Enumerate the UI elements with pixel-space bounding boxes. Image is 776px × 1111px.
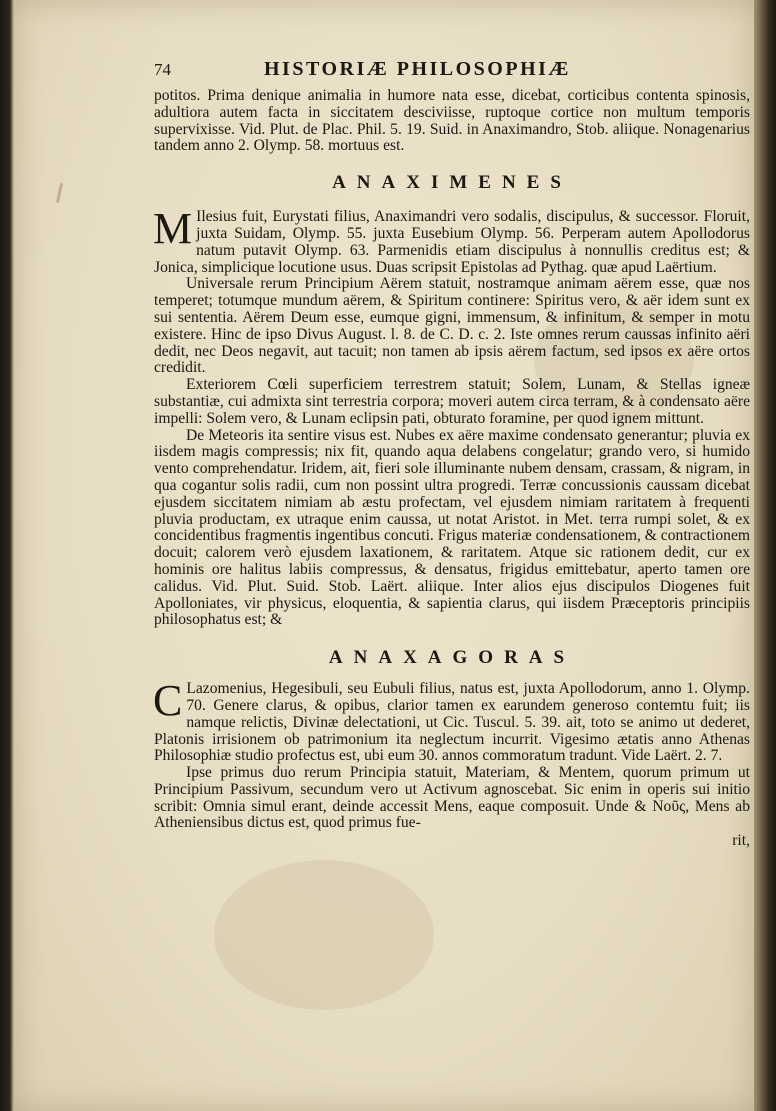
anaximenes-paragraph-4: De Meteoris ita sentire visus est. Nubes ex aëre maxime condensato generantur; pluvia ex iisdem magis compressis; nix fit, quando aqua delabens congelatur; grando vero, si humido vento comprehendatur. Iridem, ait, fieri sole illuminante nubem densam, crassam, & nigram, in qua cogantur solis radii, cum non possint ultra progredi. Terræ concussionis caussam dicebat ejusdem siccitatem nimiam ab æstu profectam, vel ejusdem nimiam raritatem à frequenti pluvia productam, ex utraque enim caussa, ut notat Aristot. in Met. terra rumpi solet, & ex concidentibus fragmentis ingentibus concuti. Frigus materiæ condensationem, & contractionem docuit; calorem verò ejusdem laxationem, & raritatem. Atque sic rationem dedit, cur ex hominis ore halitus labiis compressus, & densatus, frigidus emittebatur, aperto tamen ore calidus. Vid. Plut. Suid. Stob. Laërt. aliique. Inter alios ejus discipulos Diogenes fuit Apolloniates, vir physicus, eloquentia, & sapientia clarus, qui iisdem Præceptoris principiis philosophatus est; &	[154, 426, 750, 629]
section-heading-anaximenes: ANAXIMENES	[332, 172, 572, 194]
page-header	[154, 60, 750, 88]
running-title: HISTORIÆ PHILOSOPHIÆ	[264, 58, 571, 80]
anaxagoras-paragraph-2: Ipse primus duo rerum Principia statuit, Materiam, & Mentem, quorum primum ut Principium Passivum, secundum vero ut Activum agnoscebat. Sic enim in operis sui initio scribit: Omnia simul erant, deinde accessit Mens, eaque composuit. Unde & Νοῦς, Mens ab Atheniensibus dictus est, quod primus fue-	[154, 764, 750, 832]
drop-cap: C	[153, 676, 183, 726]
page-number: 74	[154, 60, 171, 79]
anaximenes-paragraph-1	[153, 204, 750, 276]
section-heading-anaxagoras: ANAXAGORAS	[328, 647, 576, 669]
anaximenes-paragraph-2: Universale rerum Principium Aërem statuit, nostramque animam aërem esse, quæ nos temperet; totumque mundum aërem, & Spiritum continere: Spiritus vero, & aër idem sunt ex sui sententia. Aërem Deum esse, eumque gigni, immensum, & infinitum, & semper in motu existere. Hinc de ipso Divus August. l. 8. de C. D. c. 2. Iste omnes rerum caussas infinito aëri dedit, nec Deos negavit, aut tacuit; non tamen ab ipsis aërem factum, sed ipsos ex aëre ortos credidit.	[154, 275, 750, 377]
anaxagoras-p1-text: Lazomenius, Hegesibuli, seu Eubuli filius, natus est, juxta Apollodorum, anno 1. Olymp. 70. Genere clarus, & opibus, clarior tamen ex earundem generoso contemtu fuit; iis namque relictis, Divinæ delectationi, ut Cic. Tuscul. 5. 39. ait, toto se animo ut dederet, Platonis irrisionem ob patrimonium ita neglectum incurrit. Vigesimo ætatis anno Athenas Philosophiæ studio profectus est, ubi eum 30. annos commoratum tradunt. Vide Laërt. 2. 7.	[154, 680, 750, 765]
anaximenes-p1-text: Ilesius fuit, Eurystati filius, Anaximandri vero sodalis, discipulus, & successor. Floruit, juxta Suidam, Olymp. 55. juxta Eusebium Olymp. 56. Perperam autem Apollodorus natum putavit Olymp. 63. Parmenidis etiam discipulus à nonnullis creditus est; & Jonica, simplicique locutione usus. Duas scripsit Epistolas ad Pythag. quæ apud Laërtium.	[154, 208, 750, 276]
page-paper	[14, 0, 754, 1111]
pencil-mark	[56, 183, 63, 203]
paper-stain	[214, 860, 434, 1010]
anaxagoras-paragraph-1	[153, 676, 750, 765]
text-block	[154, 60, 750, 850]
intro-paragraph: potitos. Prima denique animalia in humore nata esse, dicebat, corticibus contenta spinosis, adultiora autem facta in siccitatem desciviisse, ruptoque cortice non multum temporis supervixisse. Vid. Plut. de Plac. Phil. 5. 19. Suid. in Anaximandro, Stob. aliique. Nonagenarius tandem anno 2. Olymp. 58. mortuus est.	[154, 87, 750, 155]
drop-cap: M	[153, 204, 193, 254]
catchword: rit,	[732, 832, 750, 850]
anaximenes-paragraph-3: Exteriorem Cœli superficiem terrestrem statuit; Solem, Lunam, & Stellas igneæ substantiæ, cui admixta sint terrestria corpora; moveri autem circa terram, & à condensato aëre impelli: Solem vero, & Lunam eclipsin pati, obturato foramine, per quod ignem mittunt.	[154, 376, 750, 427]
